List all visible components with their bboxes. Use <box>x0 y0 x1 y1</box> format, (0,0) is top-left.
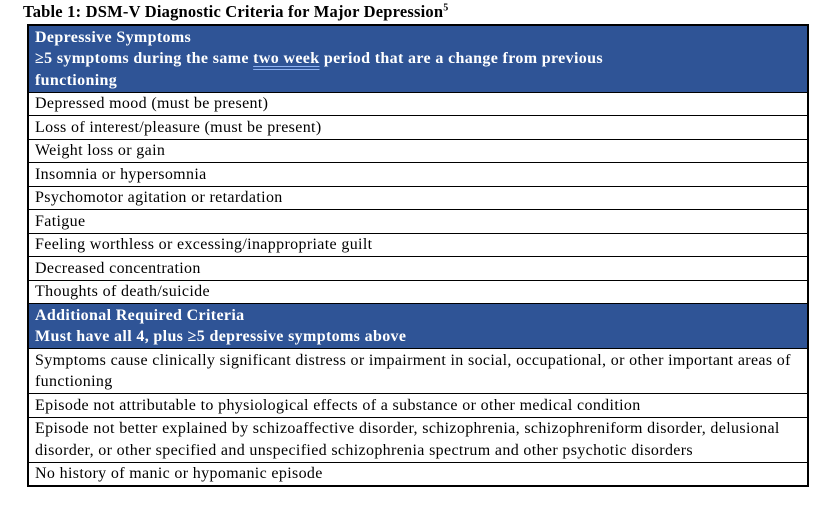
header-line <box>35 326 801 348</box>
criteria-row: Feeling worthless or excessing/inappropriate guilt <box>29 234 807 258</box>
header-line <box>35 305 801 327</box>
criteria-row: Weight loss or gain <box>29 140 807 164</box>
footnote-reference: 5 <box>443 2 449 14</box>
criteria-row: Thoughts of death/suicide <box>29 281 807 305</box>
header-text: ≥5 symptoms during the same <box>35 50 254 67</box>
criteria-row: Fatigue <box>29 210 807 234</box>
table-caption <box>23 2 830 22</box>
header-line <box>35 70 801 92</box>
criteria-row: Symptoms cause clinically significant distress or impairment in social, occupational, or other important areas of functioning <box>29 349 807 394</box>
section-header-row <box>29 304 807 349</box>
criteria-row: Loss of interest/pleasure (must be present) <box>29 116 807 140</box>
header-line <box>35 48 801 70</box>
criteria-row: Decreased concentration <box>29 257 807 281</box>
criteria-row: No history of manic or hypomanic episode <box>29 463 807 486</box>
grammar-underlined-text: two week <box>253 50 320 67</box>
table-caption-text: Table 1: DSM-V Diagnostic Criteria for Major Depression <box>23 2 444 21</box>
criteria-table <box>27 24 809 487</box>
header-text: period that are a change from previous <box>319 50 603 67</box>
header-text: functioning <box>35 71 118 89</box>
header-text: Additional Required Criteria <box>35 306 245 324</box>
header-line <box>35 27 801 49</box>
criteria-row: Insomnia or hypersomnia <box>29 163 807 187</box>
header-text: Must have all 4, plus ≥5 depressive symptoms above <box>35 328 407 345</box>
criteria-row: Depressed mood (must be present) <box>29 93 807 117</box>
criteria-row: Episode not attributable to physiological effects of a substance or other medical condition <box>29 394 807 418</box>
header-text: Depressive Symptoms <box>35 28 192 46</box>
section-header-row <box>29 26 807 93</box>
criteria-row: Psychomotor agitation or retardation <box>29 187 807 211</box>
criteria-row: Episode not better explained by schizoaffective disorder, schizophrenia, schizophreniform disorder, delusional disorder, or other specified and unspecified schizophrenia spectrum and other psychotic disorders <box>29 418 807 463</box>
